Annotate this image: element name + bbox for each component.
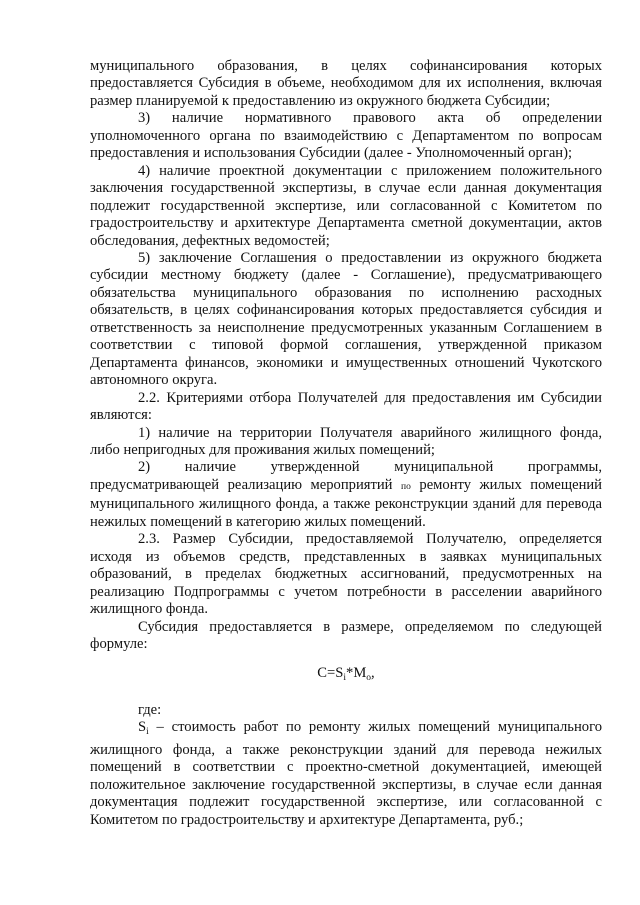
criterion-2-text-after: ремонту жилых помещений муниципального жилищного фонда, а также реконструкции зданий для перевода нежилых помещений в категорию жилых помещений. xyxy=(90,476,602,530)
paragraph-criterion-1: 1) наличие на территории Получателя аварийного жилищного фонда, либо непригодных для проживания жилых помещений; xyxy=(90,424,602,458)
criterion-2-text-before: 2) наличие утвержденной муниципальной программы, предусматривающей реализацию мероприятий xyxy=(90,459,602,493)
paragraph-section-2-2: 2.2. Критериями отбора Получателей для предоставления им Субсидии являются: xyxy=(90,389,602,424)
paragraph-where: где: xyxy=(138,701,162,718)
paragraph-continuation: муниципального образования, в целях софинансирования которых предоставляется Субсидия в объеме, необходимом для их исполнения, включая размер планируемой к предоставлению из окружного бюджета Субсидии; xyxy=(90,58,602,109)
formula-sub-i: i xyxy=(343,673,347,684)
paragraph-criterion-2 xyxy=(90,459,602,531)
paragraph-si-definition xyxy=(90,719,602,829)
paragraph-item-4: 4) наличие проектной документации с приложением положительного заключения государственной экспертизы, в случае если данная документация подлежит государственной экспертизе, или согласованной с Комитетом по градостроительству и архитектуре Департамента сметной документации, актов обследования, дефектных ведомостей; xyxy=(90,162,602,249)
paragraph-item-3: 3) наличие нормативного правового акта об определении уполномоченного органа по взаимодействию с Департаментом по вопросам предоставления и использования Субсидии (далее - Уполномоченный орган); xyxy=(90,110,602,162)
si-subscript: i xyxy=(146,727,149,738)
paragraph-formula-intro: Субсидия предоставляется в размере, определяемом по следующей формуле: xyxy=(90,618,602,652)
subsidy-formula xyxy=(90,653,602,701)
si-definition-text: – стоимость работ по ремонту жилых помещений муниципального жилищного фонда, а также реконструкции зданий для перевода нежилых помещений в соответствии с проектно-сметной документацией, имеющей положительное заключение государственной экспертизы, в случае если данная документация подлежит государственной экспертизе, или согласованной с Комитетом по градостроительству и архитектуре Департамента, руб.; xyxy=(90,719,602,828)
formula-tail: , xyxy=(371,665,375,682)
formula-lhs: C=S xyxy=(317,665,344,682)
criterion-2-small-word: по xyxy=(401,481,411,492)
formula-mid: *M xyxy=(346,665,367,682)
paragraph-section-2-3: 2.3. Размер Субсидии, предоставляемой Получателю, определяется исходя из объемов средств, представленных в заявках муниципальных образований, в пределах бюджетных ассигнований, предусмотренных на реализацию Подпрограммы с учетом потребности в расселении аварийного жилищного фонда. xyxy=(90,531,602,618)
si-symbol: S xyxy=(138,719,147,736)
paragraph-item-5: 5) заключение Соглашения о предоставлении из окружного бюджета субсидии местному бюджету (далее - Соглашение), предусматривающего обязательства муниципального образования по исполнению расходных обязательств, в целях софинансирования которых предоставляется субсидия и ответственность за неисполнение предусмотренных указанным Соглашением в соответствии с типовой формой соглашения, утвержденной приказом Департамента финансов, экономики и имущественных отношений Чукотского автономного округа. xyxy=(90,249,602,389)
document-body xyxy=(90,58,602,829)
formula-sub-o: o xyxy=(366,673,372,684)
